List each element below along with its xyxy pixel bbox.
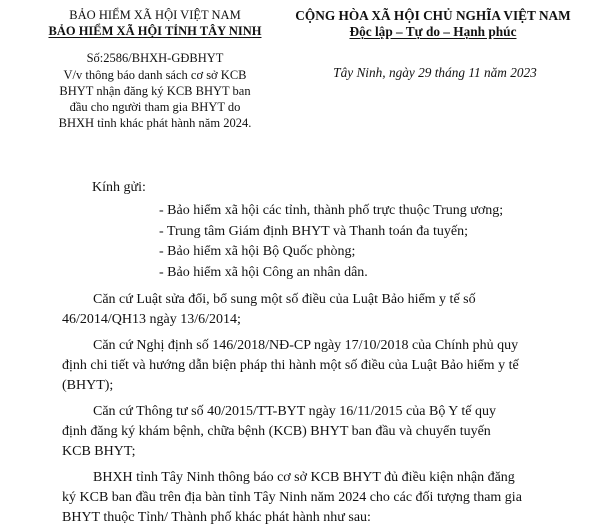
paragraph-line: định chi tiết và hướng dẫn biện pháp thi hành một số điều của Luật Bảo hiểm y tế bbox=[62, 358, 519, 373]
paragraph-line: ký KCB ban đầu trên địa bàn tỉnh Tây Ninh năm 2024 cho các đối tượng tham gia bbox=[62, 490, 522, 505]
paragraph-line: Căn cứ Luật sửa đổi, bổ sung một số điều của Luật Bảo hiểm y tế số bbox=[93, 292, 476, 307]
paragraph-legal-basis-2 bbox=[62, 336, 562, 396]
subject-line: BHYT nhận đăng ký KCB BHYT ban bbox=[59, 84, 251, 98]
paragraph-announcement bbox=[62, 468, 562, 528]
paragraph-line: Căn cứ Thông tư số 40/2015/TT-BYT ngày 16/11/2015 của Bộ Y tế quy bbox=[93, 404, 496, 419]
recipient-list bbox=[159, 201, 503, 283]
paragraph-line: Căn cứ Nghị định số 146/2018/NĐ-CP ngày 17/10/2018 của Chính phủ quy bbox=[93, 338, 519, 353]
paragraph-line: định đăng ký khám bệnh, chữa bệnh (KCB) BHYT ban đầu và chuyển tuyến bbox=[62, 424, 491, 439]
paragraph-legal-basis-1 bbox=[62, 290, 562, 330]
subject-line: đầu cho người tham gia BHYT do bbox=[69, 100, 241, 114]
paragraph-line: 46/2014/QH13 ngày 13/6/2014; bbox=[62, 312, 241, 327]
recipient-item: - Bảo hiểm xã hội Công an nhân dân. bbox=[159, 264, 368, 280]
recipient-item: - Trung tâm Giám định BHYT và Thanh toán đa tuyến; bbox=[159, 223, 469, 239]
paragraph-line: BHXH tỉnh Tây Ninh thông báo cơ sở KCB BHYT đủ điều kiện nhận đăng bbox=[93, 470, 515, 485]
org-name-text: BẢO HIỂM XÃ HỘI TỈNH TÂY NINH bbox=[48, 24, 262, 38]
org-parent: BẢO HIỂM XÃ HỘI VIỆT NAM bbox=[69, 8, 241, 22]
place-date: Tây Ninh, ngày 29 tháng 11 năm 2023 bbox=[333, 65, 537, 80]
subject-line: BHXH tỉnh khác phát hành năm 2024. bbox=[58, 116, 252, 130]
greeting: Kính gửi: bbox=[92, 180, 146, 195]
document-number: Số:2586/BHXH-GĐBHYT bbox=[86, 51, 224, 65]
document-subject bbox=[40, 67, 270, 131]
nation-title: CỘNG HÒA XÃ HỘI CHỦ NGHĨA VIỆT NAM bbox=[295, 8, 571, 23]
paragraph-line: BHYT thuộc Tỉnh/ Thành phố khác phát hành như sau: bbox=[62, 510, 371, 525]
org-name bbox=[40, 24, 270, 39]
national-motto-text: Độc lập – Tự do – Hạnh phúc bbox=[349, 24, 517, 39]
national-motto bbox=[288, 24, 578, 40]
recipient-item: - Bảo hiểm xã hội các tỉnh, thành phố trực thuộc Trung ương; bbox=[159, 203, 504, 218]
paragraph-line: KCB BHYT; bbox=[62, 444, 136, 459]
paragraph-legal-basis-3 bbox=[62, 402, 562, 462]
subject-line: V/v thông báo danh sách cơ sở KCB bbox=[63, 68, 247, 82]
recipient-item: - Bảo hiểm xã hội Bộ Quốc phòng; bbox=[159, 244, 356, 259]
body-text bbox=[62, 290, 562, 528]
paragraph-line: (BHYT); bbox=[62, 378, 114, 393]
